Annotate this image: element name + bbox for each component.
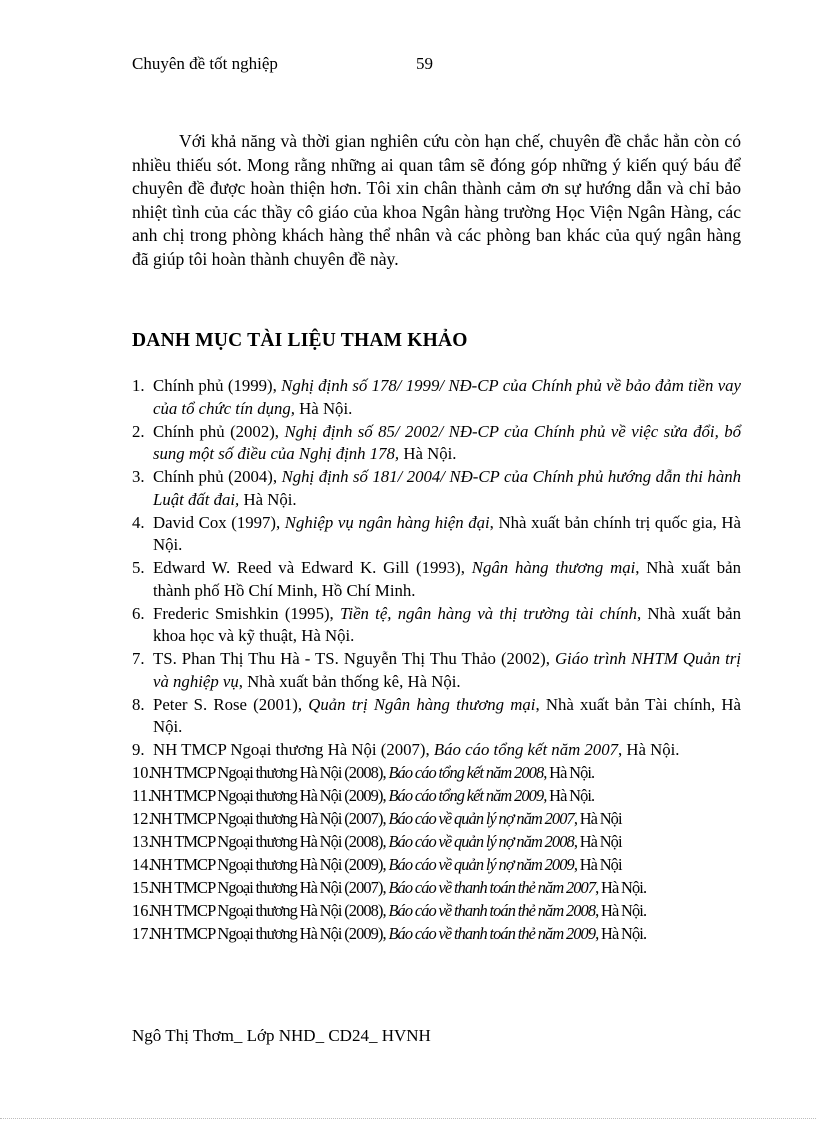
reference-author: Chính phủ (2002), <box>153 421 285 441</box>
reference-publisher: , Hà Nội. <box>543 763 595 782</box>
reference-number: 12. <box>132 809 153 828</box>
reference-item <box>132 739 741 762</box>
reference-publisher: , Hà Nội <box>573 809 622 828</box>
reference-title: Ngân hàng thương mại <box>471 558 636 577</box>
reference-publisher: , Nhà xuất bản khoa học và kỹ thuật, Hà Nội. <box>153 603 741 645</box>
reference-author: Chính phủ (1999), <box>153 376 282 395</box>
reference-title: Báo cáo về thanh toán thẻ năm 2009 <box>388 924 596 943</box>
reference-item <box>132 512 741 557</box>
reference-title: Nghiệp vụ ngân hàng hiện đại <box>284 512 490 532</box>
reference-title: Báo cáo về thanh toán thẻ năm 2008 <box>388 901 596 920</box>
reference-item <box>132 877 741 900</box>
reference-publisher: Hà Nội. <box>294 398 353 418</box>
reference-author: NH TMCP Ngoại thương Hà Nội (2007), <box>150 878 389 897</box>
reference-item <box>132 831 741 854</box>
references-heading: DANH MỤC TÀI LIỆU THAM KHẢO <box>132 330 468 351</box>
reference-title: Báo cáo tổng kết năm 2009, <box>388 786 547 805</box>
reference-author: NH TMCP Ngoại thương Hà Nội (2009), <box>150 924 389 943</box>
reference-publisher: , Nhà xuất bản chính trị quốc gia, Hà Nội. <box>153 512 741 554</box>
reference-title: Quản trị Ngân hàng thương mại <box>308 694 536 714</box>
reference-item <box>132 808 741 831</box>
closing-paragraph: Với khả năng và thời gian nghiên cứu còn hạn chế, chuyên đề chắc hẳn còn có nhiều thiếu sót. Mong rằng những ai quan tâm sẽ đóng góp những ý kiến quý báu để chuyên đề được hoàn thiện hơn. Tôi xin chân thành cảm ơn sự hướng dẫn và chỉ bảo nhiệt tình của các thầy cô giáo của khoa Ngân hàng trường Học Viện Ngân Hàng, các anh chị trong phòng khách hàng thể nhân và các phòng ban khác của quý ngân hàng đã giúp tôi hoàn thành chuyên đề này. <box>132 131 741 269</box>
reference-item <box>132 923 741 946</box>
page-bottom-divider <box>0 1118 816 1120</box>
reference-publisher: , Hà Nội. <box>617 740 680 759</box>
reference-item <box>132 900 741 923</box>
reference-item <box>132 603 741 648</box>
reference-number: 13. <box>132 832 153 851</box>
reference-item <box>132 762 741 785</box>
reference-number: 15. <box>132 878 153 897</box>
reference-author: Peter S. Rose (2001), <box>153 694 309 714</box>
reference-publisher: Hà Nội. <box>546 786 595 805</box>
page-footer: Ngô Thị Thơm_ Lớp NHD_ CD24_ HVNH <box>132 1026 431 1045</box>
reference-number: 14. <box>132 855 153 874</box>
reference-title: Nghị định số 178/ 1999/ NĐ-CP của Chính phủ về bảo đảm tiền vay của tổ chức tín dụng, <box>153 376 741 418</box>
reference-author: NH TMCP Ngoại thương Hà Nội (2007), <box>153 740 434 759</box>
reference-number: 1. <box>132 376 145 395</box>
reference-publisher: , Nhà xuất bản thành phố Hồ Chí Minh, Hồ Chí Minh. <box>153 558 741 600</box>
reference-publisher: Hà Nội. <box>399 444 457 463</box>
reference-item <box>132 854 741 877</box>
reference-title: Báo cáo về quản lý nợ năm 2009 <box>388 855 574 874</box>
reference-title: Báo cáo về thanh toán thẻ năm 2007 <box>388 878 596 897</box>
reference-number: 9. <box>132 740 145 759</box>
reference-title: Giáo trình NHTM Quản trị và nghiệp vụ <box>153 649 741 691</box>
reference-number: 16. <box>132 901 153 920</box>
reference-title: Báo cáo về quản lý nợ năm 2007 <box>388 809 574 828</box>
reference-publisher: , Hà Nội. <box>595 901 647 920</box>
reference-author: NH TMCP Ngoại thương Hà Nội (2008), <box>150 901 389 920</box>
reference-publisher: , Hà Nội. <box>595 924 647 943</box>
reference-author: NH TMCP Ngoại thương Hà Nội (2008), <box>150 763 389 782</box>
reference-number: 7. <box>132 649 145 668</box>
reference-title: Báo cáo tổng kết năm 2008 <box>388 763 544 782</box>
reference-author: Edward W. Reed và Edward K. Gill (1993), <box>153 558 472 577</box>
reference-title: Báo cáo tổng kết năm 2007 <box>433 740 618 759</box>
reference-title: Nghị định số 85/ 2002/ NĐ-CP của Chính phủ về việc sửa đổi, bổ sung một số điều của Nghị định 178, <box>153 421 741 463</box>
reference-author: NH TMCP Ngoại thương Hà Nội (2009), <box>150 855 389 874</box>
reference-number: 11. <box>132 786 152 805</box>
reference-publisher: , Nhà xuất bản thống kê, Hà Nội. <box>238 671 461 691</box>
reference-number: 17. <box>132 924 153 943</box>
reference-author: NH TMCP Ngoại thương Hà Nội (2007), <box>150 809 389 828</box>
reference-number: 5. <box>132 558 145 577</box>
reference-author: David Cox (1997), <box>153 512 285 532</box>
reference-publisher: Hà Nội. <box>239 489 297 509</box>
reference-author: Chính phủ (2004), <box>153 467 282 486</box>
reference-item <box>132 466 741 511</box>
reference-author: NH TMCP Ngoại thương Hà Nội (2008), <box>150 832 389 851</box>
reference-number: 3. <box>132 467 145 486</box>
reference-author: Frederic Smishkin (1995), <box>153 603 340 623</box>
reference-title: Báo cáo về quản lý nợ năm 2008 <box>388 832 574 851</box>
reference-item <box>132 648 741 693</box>
reference-publisher: , Hà Nội <box>573 855 622 874</box>
reference-item <box>132 375 741 420</box>
reference-author: TS. Phan Thị Thu Hà - TS. Nguyễn Thị Thu Thảo (2002), <box>153 649 555 668</box>
reference-title: Tiền tệ, ngân hàng và thị trường tài chính <box>340 603 637 623</box>
reference-publisher: , Nhà xuất bản Tài chính, Hà Nội. <box>153 694 741 736</box>
reference-item <box>132 557 741 602</box>
reference-number: 8. <box>132 694 145 714</box>
references-list <box>132 375 741 946</box>
reference-number: 4. <box>132 512 145 532</box>
reference-number: 6. <box>132 603 145 623</box>
header-title: Chuyên đề tốt nghiệp <box>132 54 278 73</box>
reference-publisher: , Hà Nội. <box>595 878 647 897</box>
page-number: 59 <box>416 54 433 73</box>
reference-publisher: , Hà Nội <box>573 832 622 851</box>
reference-author: NH TMCP Ngoại thương Hà Nội (2009), <box>150 786 389 805</box>
reference-item <box>132 694 741 739</box>
reference-title: Nghị định số 181/ 2004/ NĐ-CP của Chính phủ hướng dẫn thi hành Luật đất đai, <box>153 467 741 509</box>
reference-item <box>132 421 741 466</box>
reference-item <box>132 785 741 808</box>
reference-number: 2. <box>132 421 145 441</box>
reference-number: 10. <box>132 763 153 782</box>
